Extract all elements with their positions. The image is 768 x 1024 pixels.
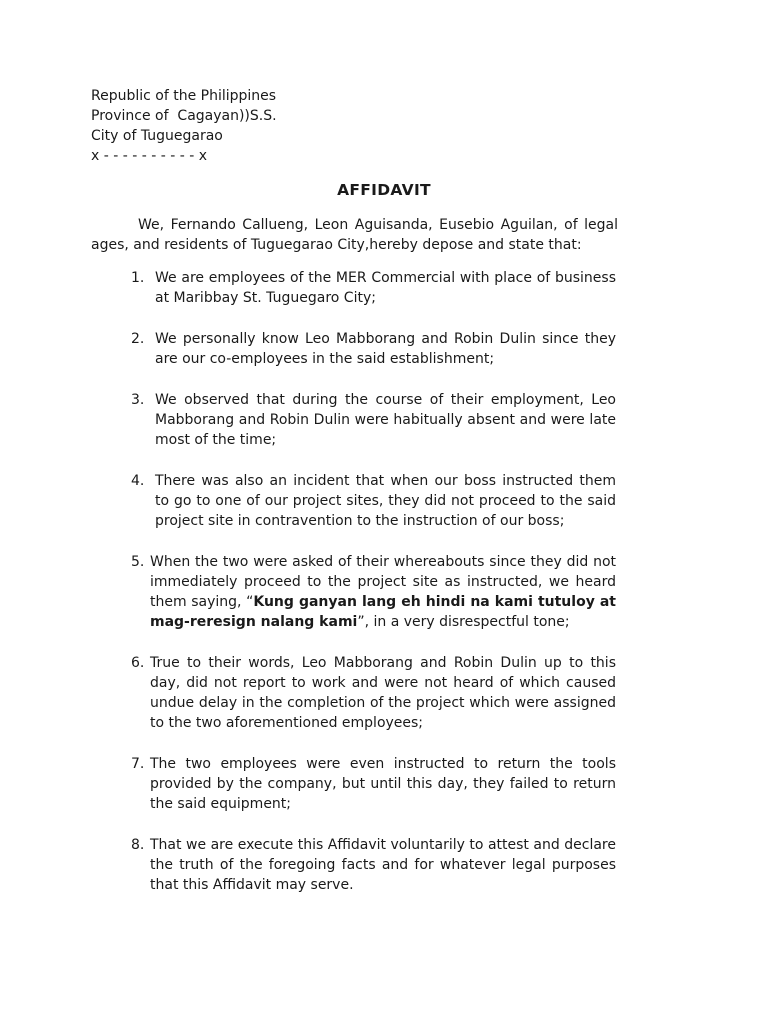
statement-item-3 (131, 390, 616, 450)
statement-text: We observed that during the course of their employment, Leo Mabborang and Robin Dulin were habitually absent and were late most of the time; (155, 392, 616, 448)
statement-text: The two employees were even instructed to return the tools provided by the company, but until this day, they failed to return the said equipment; (150, 756, 616, 812)
statement-number: 3. (131, 392, 145, 408)
statement-text (150, 552, 616, 632)
statement-item-8 (131, 835, 616, 895)
statement-text: That we are execute this Affidavit voluntarily to attest and declare the truth of the foregoing facts and for whatever legal purposes that this Affidavit may serve. (150, 837, 616, 893)
statement-text: We personally know Leo Mabborang and Robin Dulin since they are our co-employees in the said establishment; (155, 331, 616, 367)
header-city: City of Tuguegarao (91, 128, 223, 144)
quoted-statement: Kung ganyan lang eh hindi na kami tutuloy at mag-reresign nalang kami (150, 594, 616, 630)
statement-number: 8. (131, 837, 145, 853)
statement-text-end: ”, in a very disrespectful tone; (357, 614, 570, 630)
header-republic: Republic of the Philippines (91, 88, 277, 104)
document-title: AFFIDAVIT (337, 181, 431, 199)
statement-number: 2. (131, 331, 145, 347)
statement-item-6 (131, 653, 616, 733)
statement-text-start: When the two were asked of their whereabouts since they did not immediately proceed to the project site as instructed, we heard them saying, “ (150, 554, 616, 610)
statement-text: We are employees of the MER Commercial with place of business at Maribbay St. Tuguegaro City; (155, 270, 616, 306)
statement-number: 5. (131, 554, 145, 570)
statement-number: 6. (131, 655, 145, 671)
statement-number: 7. (131, 756, 145, 772)
statement-text: There was also an incident that when our boss instructed them to go to one of our project sites, they did not proceed to the said project site in contravention to the instruction of our boss; (155, 473, 616, 529)
header-separator: x - - - - - - - - - - x (91, 148, 208, 164)
statement-item-7 (131, 754, 616, 814)
statement-number: 1. (131, 270, 145, 286)
statement-item-4 (131, 471, 616, 531)
statement-item-1 (131, 268, 616, 308)
venue-header (91, 86, 277, 166)
statement-number: 4. (131, 473, 145, 489)
header-province: Province of Cagayan))S.S. (91, 108, 277, 124)
statement-item-5 (131, 552, 616, 632)
intro-paragraph: We, Fernando Callueng, Leon Aguisanda, Eusebio Aguilan, of legal ages, and residents of Tuguegarao City,hereby depose and state that: (91, 217, 618, 253)
statement-item-2 (131, 329, 616, 369)
statement-text: True to their words, Leo Mabborang and Robin Dulin up to this day, did not report to work and were not heard of which caused undue delay in the completion of the project which were assigned to the two aforementioned employees; (150, 655, 616, 731)
